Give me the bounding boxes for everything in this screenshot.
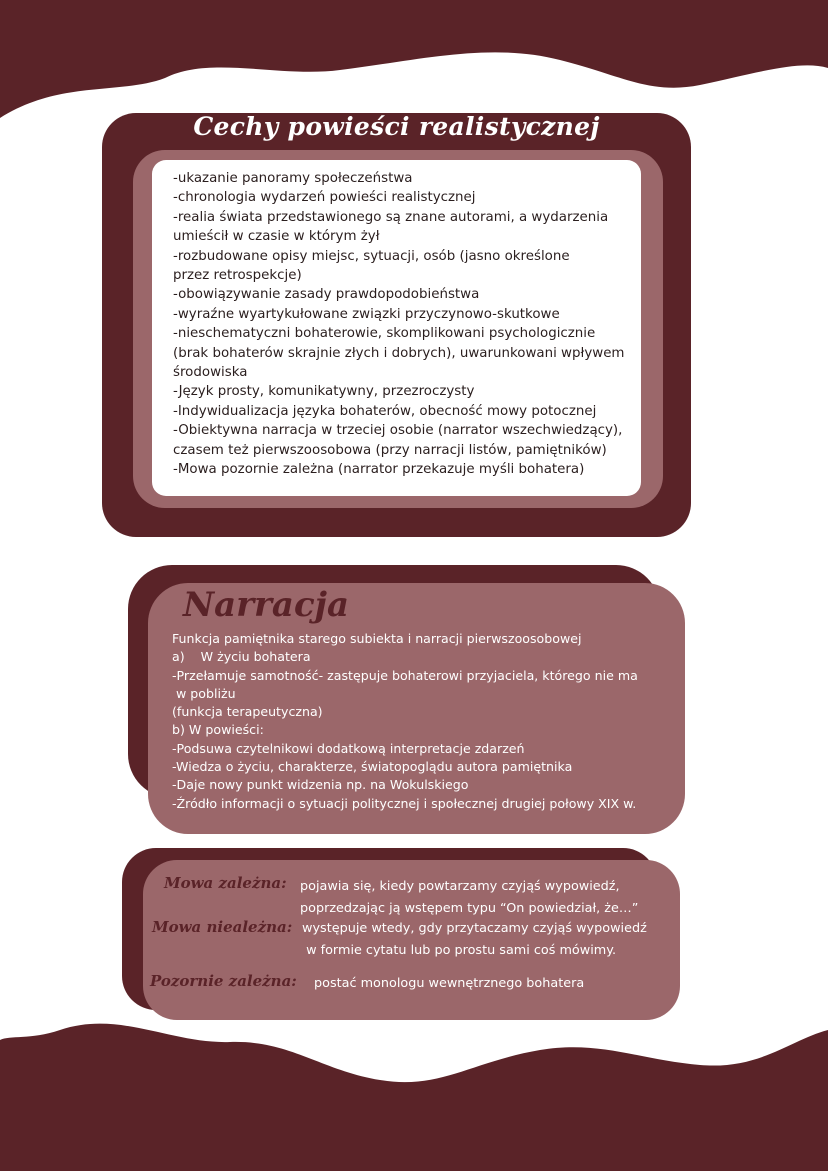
- list-item: (brak bohaterów skrajnie złych i dobrych), uwarunkowani wpływem: [173, 345, 625, 361]
- list-item: -Indywidualizacja języka bohaterów, obecność mowy potocznej: [173, 403, 597, 419]
- list-item: -Język prosty, komunikatywny, przezroczysty: [173, 384, 475, 400]
- list-item: -Podsuwa czytelnikowi dodatkową interpretacje zdarzeń: [172, 740, 525, 756]
- features-list: [173, 169, 643, 480]
- list-item: -wyraźne wyartykułowane związki przyczynowo-skutkowe: [173, 306, 560, 322]
- features-card-title: Cechy powieści realistycznej: [193, 112, 600, 141]
- narration-list: [172, 630, 672, 813]
- list-item: -Daje nowy punkt widzenia np. na Wokulskiego: [172, 777, 469, 793]
- list-item: -Źródło informacji o sytuacji politycznej i społecznej drugiej połowy XIX w.: [172, 795, 637, 811]
- list-item: Funkcja pamiętnika starego subiekta i narracji pierwszoosobowej: [172, 631, 582, 646]
- list-item: -Obiektywna narracja w trzeciej osobie (narrator wszechwiedzący),: [173, 423, 623, 439]
- list-item: -rozbudowane opisy miejsc, sytuacji, osób (jasno określone: [173, 248, 570, 264]
- list-item: -ukazanie panoramy społeczeństwa: [173, 171, 413, 186]
- list-item: środowiska: [173, 365, 248, 381]
- list-item: przez retrospekcje): [173, 268, 302, 284]
- list-item: b) W powieści:: [172, 722, 264, 738]
- speech-term-independent: Mowa nieależna:: [152, 918, 293, 936]
- list-item: -realia świata przedstawionego są znane autorami, a wydarzenia: [173, 209, 609, 225]
- list-item: -Wiedza o życiu, charakterze, światopoglądu autora pamiętnika: [172, 759, 573, 775]
- speech-definition-independent: występuje wtedy, gdy przytaczamy czyjąś wypowiedź w formie cytatu lub po prostu sami coś mówimy.: [302, 921, 647, 958]
- list-item: -Mowa pozornie zależna (narrator przekazuje myśli bohatera): [173, 462, 585, 478]
- speech-term-dependent: Mowa zależna:: [164, 874, 287, 892]
- speech-definition-free-indirect: postać monologu wewnętrznego bohatera: [314, 976, 585, 991]
- list-item: (funkcja terapeutyczna): [172, 704, 323, 720]
- list-item: czasem też pierwszoosobowa (przy narracji listów, pamiętników): [173, 442, 607, 458]
- list-item: -nieschematyczni bohaterowie, skomplikowani psychologicznie: [173, 326, 596, 342]
- list-item: w pobliżu: [172, 685, 236, 701]
- list-item: a) W życiu bohatera: [172, 649, 311, 665]
- speech-term-free-indirect: Pozornie zależna:: [150, 972, 297, 990]
- list-item: -obowiązywanie zasady prawdopodobieństwa: [173, 287, 480, 303]
- speech-definition-dependent: pojawia się, kiedy powtarzamy czyjąś wypowiedź, poprzedzając ją wstępem typu “On powiedział, że…”: [300, 879, 639, 916]
- list-item: umieścił w czasie w którym żył: [173, 229, 380, 245]
- list-item: -Przełamuje samotność- zastępuje bohaterowi przyjaciela, którego nie ma: [172, 667, 638, 683]
- narration-card-title: Narracja: [183, 585, 349, 625]
- list-item: -chronologia wydarzeń powieści realistycznej: [173, 190, 476, 206]
